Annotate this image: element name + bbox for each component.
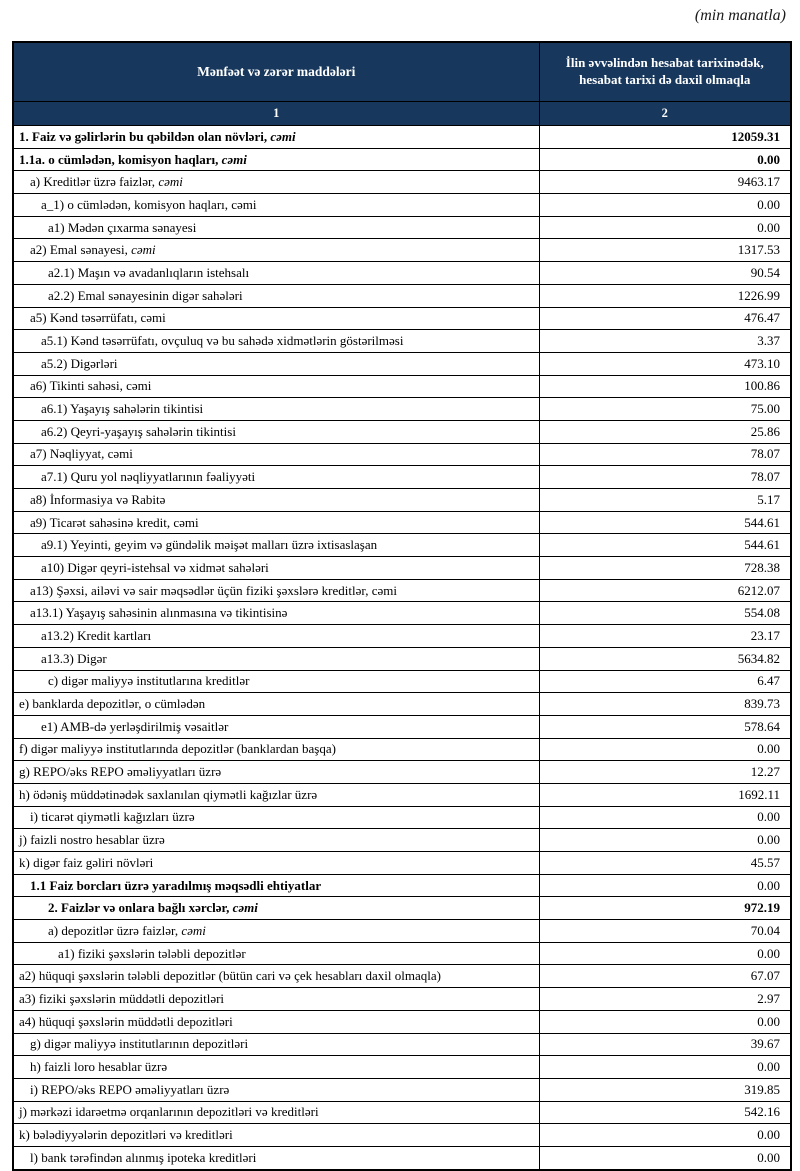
table-row <box>13 420 791 443</box>
table-row <box>13 352 791 375</box>
row-label: a9) Ticarət sahəsinə kredit, cəmi <box>13 511 539 534</box>
row-value: 0.00 <box>539 1146 791 1169</box>
row-label: a1) fiziki şəxslərin tələbli depozitlər <box>13 942 539 965</box>
row-value: 3.37 <box>539 330 791 353</box>
row-label: a13.3) Digər <box>13 647 539 670</box>
row-label: a2) Emal sənayesi, cəmi <box>13 239 539 262</box>
row-value: 544.61 <box>539 534 791 557</box>
row-value: 39.67 <box>539 1033 791 1056</box>
row-value: 554.08 <box>539 602 791 625</box>
row-label: a_1) o cümlədən, komisyon haqları, cəmi <box>13 194 539 217</box>
row-label: a5) Kənd təsərrüfatı, cəmi <box>13 307 539 330</box>
row-label: j) faizli nostro hesablar üzrə <box>13 829 539 852</box>
row-label: g) digər maliyyə institutlarının depozitləri <box>13 1033 539 1056</box>
table-row <box>13 715 791 738</box>
column-header-period: İlin əvvəlindən hesabat tarixinədək, hesabat tarixi də daxil olmaqla <box>539 42 791 102</box>
row-value: 319.85 <box>539 1078 791 1101</box>
row-label: a2.1) Maşın və avadanlıqların istehsalı <box>13 262 539 285</box>
table-row <box>13 738 791 761</box>
profit-loss-table <box>12 41 792 1171</box>
row-value: 0.00 <box>539 829 791 852</box>
row-value: 25.86 <box>539 420 791 443</box>
row-label: j) mərkəzi idarəetmə orqanlarının depozitləri və kreditləri <box>13 1101 539 1124</box>
table-row <box>13 579 791 602</box>
table-row <box>13 534 791 557</box>
table-row <box>13 693 791 716</box>
row-value: 542.16 <box>539 1101 791 1124</box>
table-row <box>13 806 791 829</box>
row-label: a) depozitlər üzrə faizlər, cəmi <box>13 920 539 943</box>
column-number-row <box>13 102 791 126</box>
table-row <box>13 1078 791 1101</box>
table-row <box>13 602 791 625</box>
row-value: 75.00 <box>539 398 791 421</box>
table-row <box>13 443 791 466</box>
row-label: f) digər maliyyə institutlarında depozitlər (banklardan başqa) <box>13 738 539 761</box>
row-value: 78.07 <box>539 443 791 466</box>
row-value: 0.00 <box>539 1056 791 1079</box>
table-row <box>13 1010 791 1033</box>
row-label: h) faizli loro hesablar üzrə <box>13 1056 539 1079</box>
table-row <box>13 148 791 171</box>
report-rows <box>13 126 791 1170</box>
row-value: 0.00 <box>539 148 791 171</box>
table-row <box>13 920 791 943</box>
table-row <box>13 557 791 580</box>
row-label: a3) fiziki şəxslərin müddətli depozitləri <box>13 988 539 1011</box>
table-row <box>13 829 791 852</box>
table-row <box>13 511 791 534</box>
row-label: a6) Tikinti sahəsi, cəmi <box>13 375 539 398</box>
header-row <box>13 42 791 102</box>
row-value: 12.27 <box>539 761 791 784</box>
row-value: 45.57 <box>539 852 791 875</box>
row-value: 90.54 <box>539 262 791 285</box>
table-row <box>13 1124 791 1147</box>
row-value: 0.00 <box>539 1124 791 1147</box>
table-row <box>13 194 791 217</box>
table-row <box>13 783 791 806</box>
row-label: e1) AMB-də yerləşdirilmiş vəsaitlər <box>13 715 539 738</box>
row-label: a2) hüquqi şəxslərin tələbli depozitlər (bütün cari və çek hesabları daxil olmaqla) <box>13 965 539 988</box>
row-label: a2.2) Emal sənayesinin digər sahələri <box>13 284 539 307</box>
unit-note: (min manatla) <box>694 7 786 24</box>
table-row <box>13 761 791 784</box>
row-value: 1226.99 <box>539 284 791 307</box>
table-row <box>13 489 791 512</box>
row-label: l) bank tərəfindən alınmış ipoteka kreditləri <box>13 1146 539 1169</box>
profit-loss-report <box>12 41 790 1171</box>
row-value: 473.10 <box>539 352 791 375</box>
table-row <box>13 625 791 648</box>
row-value: 100.86 <box>539 375 791 398</box>
table-row <box>13 307 791 330</box>
row-label: a5.1) Kənd təsərrüfatı, ovçuluq və bu sahədə xidmətlərin göstərilməsi <box>13 330 539 353</box>
row-value: 6.47 <box>539 670 791 693</box>
table-row <box>13 1056 791 1079</box>
row-value: 0.00 <box>539 216 791 239</box>
row-label: 1. Faiz və gəlirlərin bu qəbildən olan növləri, cəmi <box>13 126 539 149</box>
table-row <box>13 398 791 421</box>
row-value: 728.38 <box>539 557 791 580</box>
column-header-items: Mənfəət və zərər maddələri <box>13 42 539 102</box>
table-row <box>13 1033 791 1056</box>
row-value: 544.61 <box>539 511 791 534</box>
row-label: a1) Mədən çıxarma sənayesi <box>13 216 539 239</box>
row-label: i) ticarət qiymətli kağızları üzrə <box>13 806 539 829</box>
row-label: a13.1) Yaşayış sahəsinin alınmasına və tikintisinə <box>13 602 539 625</box>
row-value: 5634.82 <box>539 647 791 670</box>
column-number-2: 2 <box>539 102 791 126</box>
row-value: 0.00 <box>539 806 791 829</box>
row-label: e) banklarda depozitlər, o cümlədən <box>13 693 539 716</box>
row-value: 0.00 <box>539 1010 791 1033</box>
table-row <box>13 852 791 875</box>
table-row <box>13 262 791 285</box>
table-row <box>13 126 791 149</box>
row-label: a4) hüquqi şəxslərin müddətli depozitləri <box>13 1010 539 1033</box>
row-label: a10) Digər qeyri-istehsal və xidmət sahələri <box>13 557 539 580</box>
row-value: 578.64 <box>539 715 791 738</box>
row-value: 0.00 <box>539 738 791 761</box>
table-row <box>13 874 791 897</box>
row-label: a8) İnformasiya və Rabitə <box>13 489 539 512</box>
table-row <box>13 239 791 262</box>
table-row <box>13 216 791 239</box>
row-value: 0.00 <box>539 942 791 965</box>
table-row <box>13 330 791 353</box>
row-value: 1317.53 <box>539 239 791 262</box>
row-value: 70.04 <box>539 920 791 943</box>
row-value: 0.00 <box>539 874 791 897</box>
table-row <box>13 1101 791 1124</box>
row-label: 2. Faizlər və onlara bağlı xərclər, cəmi <box>13 897 539 920</box>
row-value: 67.07 <box>539 965 791 988</box>
table-row <box>13 284 791 307</box>
row-label: k) bələdiyyələrin depozitləri və kreditləri <box>13 1124 539 1147</box>
row-label: c) digər maliyyə institutlarına kreditlər <box>13 670 539 693</box>
table-row <box>13 1146 791 1169</box>
row-label: i) REPO/əks REPO əməliyyatları üzrə <box>13 1078 539 1101</box>
row-value: 6212.07 <box>539 579 791 602</box>
row-label: 1.1a. o cümlədən, komisyon haqları, cəmi <box>13 148 539 171</box>
row-label: a) Kreditlər üzrə faizlər, cəmi <box>13 171 539 194</box>
row-value: 12059.31 <box>539 126 791 149</box>
column-number-1: 1 <box>13 102 539 126</box>
row-value: 972.19 <box>539 897 791 920</box>
row-label: 1.1 Faiz borcları üzrə yaradılmış məqsədli ehtiyatlar <box>13 874 539 897</box>
row-label: a13) Şəxsi, ailəvi və sair məqsədlər üçün fiziki şəxslərə kreditlər, cəmi <box>13 579 539 602</box>
table-row <box>13 965 791 988</box>
row-label: k) digər faiz gəliri növləri <box>13 852 539 875</box>
row-value: 9463.17 <box>539 171 791 194</box>
row-value: 839.73 <box>539 693 791 716</box>
row-value: 78.07 <box>539 466 791 489</box>
row-label: a7.1) Quru yol nəqliyyatlarının fəaliyyəti <box>13 466 539 489</box>
table-row <box>13 942 791 965</box>
row-label: a13.2) Kredit kartları <box>13 625 539 648</box>
row-value: 2.97 <box>539 988 791 1011</box>
row-label: a5.2) Digərləri <box>13 352 539 375</box>
row-label: g) REPO/əks REPO əməliyyatları üzrə <box>13 761 539 784</box>
row-value: 5.17 <box>539 489 791 512</box>
table-row <box>13 171 791 194</box>
row-label: a9.1) Yeyinti, geyim və gündəlik məişət malları üzrə ixtisaslaşan <box>13 534 539 557</box>
row-label: h) ödəniş müddətinədək saxlanılan qiymətli kağızlar üzrə <box>13 783 539 806</box>
row-label: a6.2) Qeyri-yaşayış sahələrin tikintisi <box>13 420 539 443</box>
row-value: 476.47 <box>539 307 791 330</box>
row-value: 1692.11 <box>539 783 791 806</box>
row-value: 0.00 <box>539 194 791 217</box>
table-row <box>13 647 791 670</box>
table-row <box>13 466 791 489</box>
row-value: 23.17 <box>539 625 791 648</box>
table-row <box>13 988 791 1011</box>
table-row <box>13 375 791 398</box>
row-label: a7) Nəqliyyat, cəmi <box>13 443 539 466</box>
row-label: a6.1) Yaşayış sahələrin tikintisi <box>13 398 539 421</box>
table-row <box>13 897 791 920</box>
table-row <box>13 670 791 693</box>
